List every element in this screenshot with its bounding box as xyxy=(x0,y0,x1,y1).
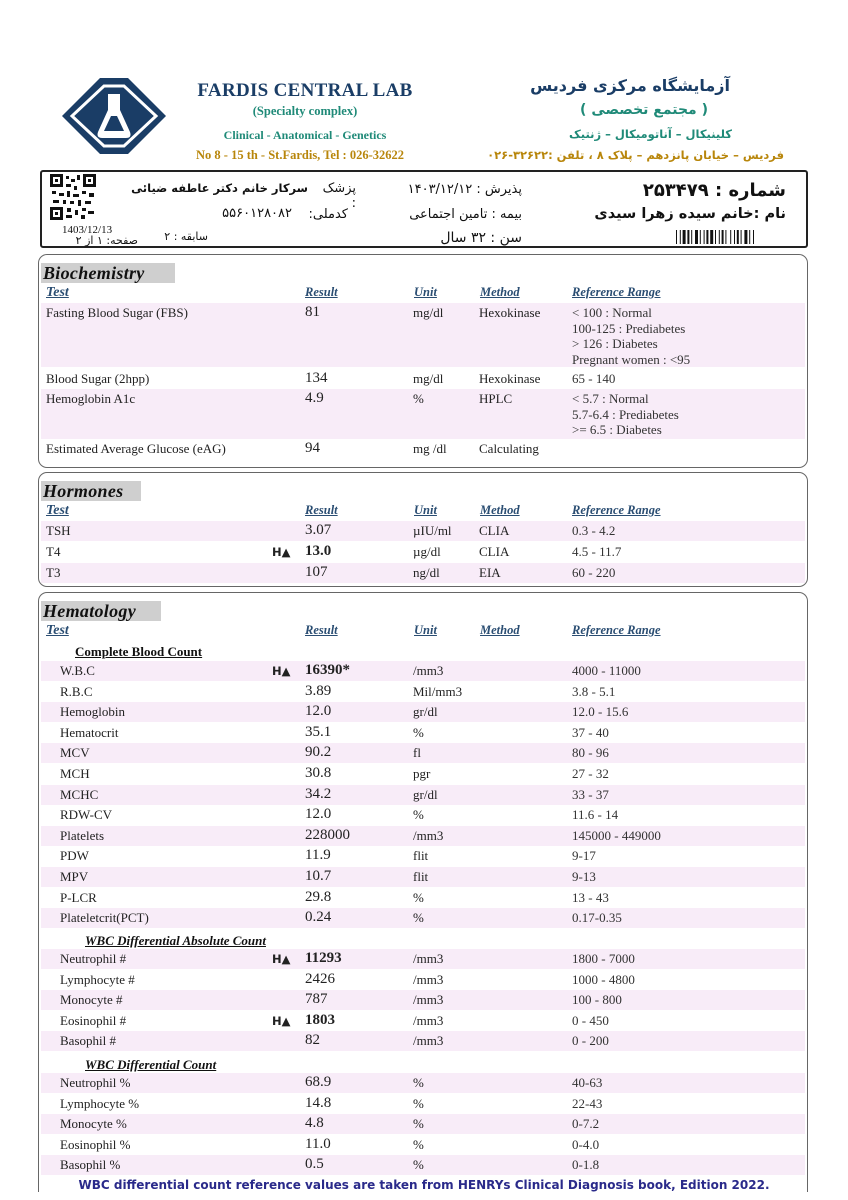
col-result: Result xyxy=(305,623,338,637)
test-method: EIA xyxy=(479,565,501,580)
test-name: RDW-CV xyxy=(60,807,112,823)
test-name: MCH xyxy=(60,766,90,781)
footnote: WBC differential count reference values are taken from HENRYs Clinical Diagnosis book, Edition 2022. xyxy=(78,1178,770,1192)
test-unit: % xyxy=(413,1095,424,1111)
test-unit: /mm3 xyxy=(413,827,444,843)
lab-address-fa: فردیس – خیابان پانزدهم – پلاک ۸ ، تلفن :۳۲۶۲۲-۰۲۶ xyxy=(487,148,784,162)
test-result: 3.07 xyxy=(305,522,332,538)
test-reference: 80 - 96 xyxy=(572,745,609,761)
test-result: 11.0 xyxy=(305,1135,331,1152)
admission-date: پذیرش : ۱۴۰۳/۱۲/۱۲ xyxy=(407,182,522,197)
table-row xyxy=(41,542,805,562)
test-unit: % xyxy=(413,391,424,406)
test-method: CLIA xyxy=(479,523,510,538)
test-name: P-LCR xyxy=(60,889,97,905)
lab-subtitle-fa: ( مجتمع تخصصی ) xyxy=(580,102,708,118)
test-unit: % xyxy=(413,1157,424,1173)
biochemistry-title: Biochemistry xyxy=(41,263,175,283)
test-reference: 4.5 - 11.7 xyxy=(572,544,622,559)
test-result: 82 xyxy=(305,1032,320,1049)
col-result: Result xyxy=(305,285,338,299)
test-reference: 1800 - 7000 xyxy=(572,951,635,966)
test-name: Hematocrit xyxy=(60,724,119,740)
test-result: 787 xyxy=(305,991,328,1008)
barcode-icon xyxy=(676,230,786,244)
test-result: 29.8 xyxy=(305,888,332,905)
table-row xyxy=(41,1114,805,1134)
test-name: Eosinophil % xyxy=(60,1136,131,1152)
lab-name-en: FARDIS CENTRAL LAB xyxy=(197,80,413,101)
cbc-subheader: Complete Blood Count xyxy=(75,644,203,659)
col-test: Test xyxy=(46,503,69,518)
test-reference: < 100 : Normal 100-125 : Prediabetes > 126 : Diabetes Pregnant women : <95 xyxy=(572,305,691,367)
test-name: Basophil % xyxy=(60,1157,121,1173)
test-reference: 11.6 - 14 xyxy=(572,807,619,823)
test-reference: 1000 - 4800 xyxy=(572,971,635,987)
test-reference: 4000 - 11000 xyxy=(572,663,641,678)
test-reference: 0-1.8 xyxy=(572,1157,600,1173)
test-unit: /mm3 xyxy=(413,951,444,966)
test-reference: 60 - 220 xyxy=(572,565,616,580)
test-unit: gr/dl xyxy=(413,704,438,720)
table-row xyxy=(41,1031,805,1051)
table-row xyxy=(41,888,805,908)
report-date: 1403/12/13 xyxy=(62,224,113,236)
test-result: 2426 xyxy=(305,970,335,987)
test-result: 68.9 xyxy=(305,1074,332,1090)
test-name: T3 xyxy=(46,565,61,580)
test-name: MPV xyxy=(60,869,89,884)
test-unit: /mm3 xyxy=(413,971,444,987)
test-unit: /mm3 xyxy=(413,663,444,678)
test-result: 13.0 xyxy=(305,543,332,559)
test-name: MCHC xyxy=(60,786,99,802)
hematology-title: Hematology xyxy=(41,601,161,621)
col-method: Method xyxy=(480,285,520,299)
test-method: Hexokinase xyxy=(479,371,541,386)
table-row xyxy=(41,389,805,439)
test-result: 90.2 xyxy=(305,744,332,761)
col-result: Result xyxy=(305,503,338,517)
test-reference: 0.17-0.35 xyxy=(572,910,622,926)
test-result: 11.9 xyxy=(305,847,331,864)
test-result: 35.1 xyxy=(305,723,332,740)
test-name: Neutrophil # xyxy=(60,951,127,966)
test-unit: Mil/mm3 xyxy=(413,683,463,699)
doctor-name: سرکار خانم دکتر عاطفه ضیائی xyxy=(131,181,308,195)
table-row xyxy=(41,949,805,969)
hormones-title: Hormones xyxy=(41,481,141,501)
test-name: Platelets xyxy=(60,827,105,843)
test-unit: flit xyxy=(413,848,429,864)
test-unit: mg/dl xyxy=(413,305,444,320)
test-name: Estimated Average Glucose (eAG) xyxy=(46,441,226,456)
test-unit: % xyxy=(413,1116,424,1132)
table-row xyxy=(41,1073,805,1093)
table-row xyxy=(41,439,805,461)
col-unit: Unit xyxy=(414,285,437,299)
test-unit: % xyxy=(413,910,424,926)
table-row xyxy=(41,846,805,866)
test-unit: ng/dl xyxy=(413,565,440,580)
table-row xyxy=(41,1094,805,1114)
high-flag: H▲ xyxy=(272,952,291,966)
lab-tags-fa: کلینیکال – آناتومیکال – ژنتیک xyxy=(569,127,732,141)
table-row xyxy=(41,805,805,825)
test-method: CLIA xyxy=(479,544,510,559)
flask-logo-icon xyxy=(60,76,168,156)
test-result: 0.24 xyxy=(305,909,332,926)
test-reference: 22-43 xyxy=(572,1095,603,1111)
table-row xyxy=(41,908,805,928)
national-code: ۵۵۶۰۱۲۸۰۸۲ xyxy=(222,206,292,221)
test-unit: fl xyxy=(413,745,421,761)
test-method: Hexokinase xyxy=(479,305,541,320)
lab-name-fa: آزمایشگاه مرکزی فردیس xyxy=(530,76,730,95)
table-row xyxy=(41,563,805,583)
test-unit: % xyxy=(413,889,424,905)
lab-address-en: No 8 - 15 th - St.Fardis, Tel : 026-32622 xyxy=(196,148,404,162)
test-name: Monocyte % xyxy=(60,1116,127,1132)
doctor-label: پزشک : xyxy=(322,181,356,211)
test-reference: 0 - 200 xyxy=(572,1033,609,1049)
test-method: HPLC xyxy=(479,391,513,406)
test-result: 1803 xyxy=(305,1011,335,1028)
table-row xyxy=(41,661,805,681)
test-name: Lymphocyte % xyxy=(60,1095,140,1111)
col-method: Method xyxy=(480,503,520,517)
test-result: 10.7 xyxy=(305,868,332,884)
test-unit: % xyxy=(413,1075,424,1090)
test-unit: µg/dl xyxy=(413,544,441,559)
test-reference: 37 - 40 xyxy=(572,724,609,740)
test-unit: mg/dl xyxy=(413,371,444,386)
insurance: بیمه : تامین اجتماعی xyxy=(409,207,522,222)
col-unit: Unit xyxy=(414,503,437,517)
col-unit: Unit xyxy=(414,623,437,637)
test-result: 4.8 xyxy=(305,1115,324,1132)
table-row xyxy=(41,867,805,887)
test-name: Fasting Blood Sugar (FBS) xyxy=(46,305,188,320)
test-unit: /mm3 xyxy=(413,1033,444,1049)
col-test: Test xyxy=(46,623,69,638)
table-row xyxy=(41,1155,805,1175)
test-reference: 0-7.2 xyxy=(572,1116,600,1132)
biochemistry-section xyxy=(38,254,808,468)
abs-count-subheader: WBC Differential Absolute Count xyxy=(85,933,266,948)
table-row xyxy=(41,990,805,1010)
table-row xyxy=(41,1011,805,1031)
test-name: Basophil # xyxy=(60,1033,116,1049)
test-result: 134 xyxy=(305,370,328,386)
test-reference: 145000 - 449000 xyxy=(572,827,661,843)
patient-number: شماره : ۲۵۳۴۷۹ xyxy=(642,180,786,201)
test-reference: 3.8 - 5.1 xyxy=(572,683,616,699)
test-unit: pgr xyxy=(413,766,431,781)
test-name: TSH xyxy=(46,523,71,538)
test-unit: mg /dl xyxy=(413,441,447,456)
table-row xyxy=(41,785,805,805)
col-reference: Reference Range xyxy=(572,503,661,517)
test-result: 4.9 xyxy=(305,390,324,406)
test-result: 16390* xyxy=(305,662,350,678)
test-name: R.B.C xyxy=(60,683,93,699)
col-reference: Reference Range xyxy=(572,285,661,299)
test-unit: /mm3 xyxy=(413,1012,444,1028)
table-row xyxy=(41,743,805,763)
high-flag: H▲ xyxy=(272,545,291,559)
qr-code-icon xyxy=(50,174,96,220)
test-name: Blood Sugar (2hpp) xyxy=(46,371,150,386)
test-result: 0.5 xyxy=(305,1156,324,1173)
test-result: 30.8 xyxy=(305,765,332,781)
lab-subtitle-en: (Specialty complex) xyxy=(252,104,358,118)
col-reference: Reference Range xyxy=(572,623,661,637)
test-reference: 40-63 xyxy=(572,1075,603,1090)
test-reference: < 5.7 : Normal 5.7-6.4 : Prediabetes >= 6.5 : Diabetes xyxy=(572,391,679,437)
test-reference: 27 - 32 xyxy=(572,766,609,781)
test-result: 107 xyxy=(305,564,328,580)
test-result: 3.89 xyxy=(305,682,332,699)
test-reference: 33 - 37 xyxy=(572,786,609,802)
test-method: Calculating xyxy=(479,441,539,456)
test-reference: 0-4.0 xyxy=(572,1136,600,1152)
test-reference: 9-17 xyxy=(572,848,596,864)
test-name: Neutrophil % xyxy=(60,1075,131,1090)
test-unit: /mm3 xyxy=(413,992,444,1008)
test-result: 12.0 xyxy=(305,703,332,720)
test-result: 34.2 xyxy=(305,785,332,802)
diff-count-subheader: WBC Differential Count xyxy=(85,1057,217,1072)
patient-age: سن : ۳۲ سال xyxy=(440,230,522,246)
table-row xyxy=(41,521,805,541)
test-reference: 13 - 43 xyxy=(572,889,609,905)
hormones-section xyxy=(38,472,808,587)
test-reference: 9-13 xyxy=(572,869,596,884)
test-name: Hemoglobin A1c xyxy=(46,391,136,406)
test-result: 12.0 xyxy=(305,806,332,823)
test-result: 94 xyxy=(305,440,320,456)
history-count: سابقه : ۲ xyxy=(164,230,208,243)
table-row xyxy=(41,369,805,389)
national-code-label: کدملی: xyxy=(308,207,348,222)
high-flag: H▲ xyxy=(272,664,291,678)
test-result: 81 xyxy=(305,304,320,320)
test-reference: 0 - 450 xyxy=(572,1012,609,1028)
table-row xyxy=(41,303,805,367)
test-reference: 0.3 - 4.2 xyxy=(572,523,616,538)
page-number: صفحه: ۱ از ۲ xyxy=(75,234,138,247)
table-row xyxy=(41,702,805,722)
test-unit: µIU/ml xyxy=(413,523,452,538)
col-test: Test xyxy=(46,285,69,300)
lab-tags-en: Clinical - Anatomical - Genetics xyxy=(223,128,387,142)
test-name: T4 xyxy=(46,544,61,559)
test-unit: % xyxy=(413,807,424,823)
col-method: Method xyxy=(480,623,520,637)
test-reference: 65 - 140 xyxy=(572,371,616,386)
table-row xyxy=(41,764,805,784)
table-row xyxy=(41,970,805,990)
table-row xyxy=(41,826,805,846)
table-row xyxy=(41,682,805,702)
test-unit: % xyxy=(413,724,424,740)
patient-name: نام :خانم سیده زهرا سیدی xyxy=(594,206,786,222)
test-name: PDW xyxy=(60,848,89,864)
test-name: Monocyte # xyxy=(60,992,123,1008)
test-name: Eosinophil # xyxy=(60,1012,127,1028)
test-name: W.B.C xyxy=(60,663,95,678)
test-result: 11293 xyxy=(305,950,342,966)
hematology-section xyxy=(38,592,808,1192)
table-row xyxy=(41,723,805,743)
test-name: MCV xyxy=(60,745,90,761)
test-name: Plateletcrit(PCT) xyxy=(60,910,149,926)
test-reference: 12.0 - 15.6 xyxy=(572,704,629,720)
test-unit: gr/dl xyxy=(413,786,438,802)
test-name: Hemoglobin xyxy=(60,704,125,720)
high-flag: H▲ xyxy=(272,1013,291,1028)
test-unit: % xyxy=(413,1136,424,1152)
test-result: 14.8 xyxy=(305,1094,332,1111)
test-unit: flit xyxy=(413,869,429,884)
table-row xyxy=(41,1135,805,1155)
test-result: 228000 xyxy=(305,826,350,843)
test-reference: 100 - 800 xyxy=(572,992,622,1008)
test-name: Lymphocyte # xyxy=(60,971,135,987)
